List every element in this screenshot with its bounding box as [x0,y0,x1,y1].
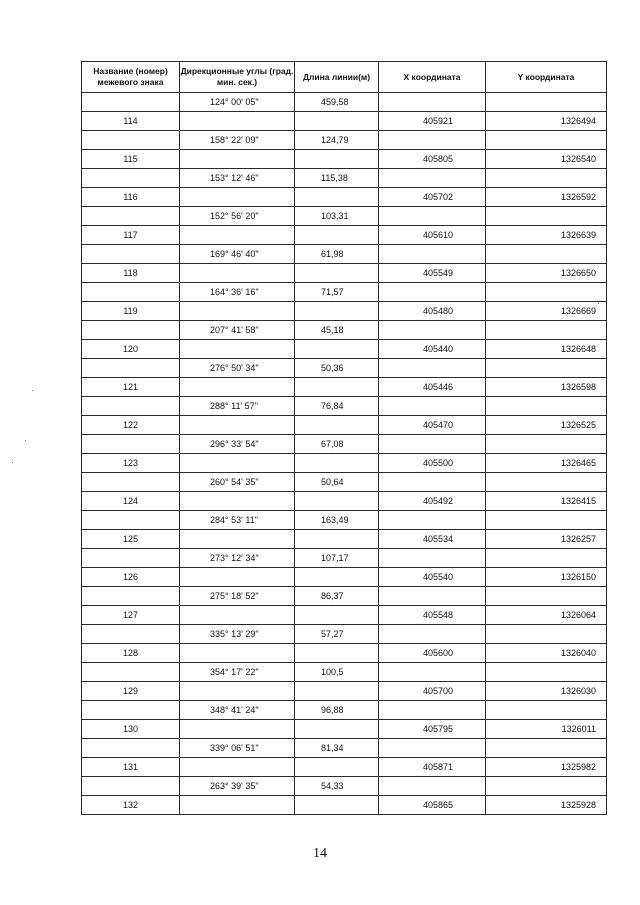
line-length-cell: 107,17 [295,549,379,568]
point-name-cell: 127 [82,606,180,625]
x-coordinate-cell: 405865 [379,796,486,815]
y-coordinate-cell: 1326639 [486,226,607,245]
empty-cell [295,112,379,131]
segment-row [82,283,607,302]
point-row [82,454,607,473]
line-length-cell: 57,27 [295,625,379,644]
y-coordinate-cell: 1326465 [486,454,607,473]
empty-cell [180,720,295,739]
empty-cell [180,492,295,511]
point-row [82,150,607,169]
empty-cell [486,511,607,530]
segment-row [82,739,607,758]
empty-cell [379,587,486,606]
header-line-length: Длина линии(м) [295,62,379,93]
empty-cell [486,625,607,644]
segment-row [82,777,607,796]
segment-row [82,549,607,568]
empty-cell [82,739,180,758]
x-coordinate-cell: 405805 [379,150,486,169]
y-coordinate-cell: 1326257 [486,530,607,549]
empty-cell [82,511,180,530]
empty-cell [180,302,295,321]
point-row [82,264,607,283]
empty-cell [295,416,379,435]
line-length-cell: 100,5 [295,663,379,682]
empty-cell [379,739,486,758]
y-coordinate-cell: 1326415 [486,492,607,511]
empty-cell [295,530,379,549]
empty-cell [295,606,379,625]
empty-cell [180,416,295,435]
segment-row [82,625,607,644]
point-row [82,302,607,321]
page-number: 14 [313,846,327,861]
empty-cell [295,378,379,397]
point-name-cell: 125 [82,530,180,549]
x-coordinate-cell: 405610 [379,226,486,245]
point-name-cell: 122 [82,416,180,435]
direction-angle-cell: 263° 39' 35" [180,777,295,796]
empty-cell [379,93,486,112]
direction-angle-cell: 152° 56' 20" [180,207,295,226]
empty-cell [180,226,295,245]
empty-cell [295,644,379,663]
point-row [82,112,607,131]
empty-cell [82,397,180,416]
empty-cell [82,777,180,796]
x-coordinate-cell: 405440 [379,340,486,359]
segment-row [82,93,607,112]
direction-angle-cell: 124° 00' 05" [180,93,295,112]
point-row [82,606,607,625]
direction-angle-cell: 275° 18' 52" [180,587,295,606]
empty-cell [379,283,486,302]
empty-cell [180,112,295,131]
table-header [82,62,607,93]
direction-angle-cell: 348° 41' 24" [180,701,295,720]
point-name-cell: 117 [82,226,180,245]
empty-cell [180,454,295,473]
empty-cell [379,169,486,188]
empty-cell [82,131,180,150]
empty-cell [295,568,379,587]
empty-cell [82,701,180,720]
point-name-cell: 126 [82,568,180,587]
y-coordinate-cell: 1326011 [486,720,607,739]
line-length-cell: 459,58 [295,93,379,112]
empty-cell [486,397,607,416]
empty-cell [180,188,295,207]
empty-cell [180,758,295,777]
empty-cell [82,359,180,378]
direction-angle-cell: 296° 33' 54" [180,435,295,454]
empty-cell [82,549,180,568]
direction-angle-cell: 153° 12' 46" [180,169,295,188]
segment-row [82,397,607,416]
empty-cell [486,587,607,606]
x-coordinate-cell: 405795 [379,720,486,739]
direction-angle-cell: 207° 41' 58" [180,321,295,340]
boundary-coordinates-table [81,61,607,815]
empty-cell [379,397,486,416]
empty-cell [295,492,379,511]
point-row [82,644,607,663]
empty-cell [379,777,486,796]
direction-angle-cell: 288° 11' 57" [180,397,295,416]
empty-cell [379,549,486,568]
point-name-cell: 116 [82,188,180,207]
y-coordinate-cell: 1326150 [486,568,607,587]
point-name-cell: 130 [82,720,180,739]
point-name-cell: 121 [82,378,180,397]
empty-cell [379,245,486,264]
empty-cell [180,568,295,587]
empty-cell [486,321,607,340]
empty-cell [486,435,607,454]
empty-cell [486,739,607,758]
direction-angle-cell: 169° 46' 40" [180,245,295,264]
y-coordinate-cell: 1326648 [486,340,607,359]
header-y-coordinate: Y координата [486,62,607,93]
point-row [82,492,607,511]
empty-cell [379,131,486,150]
scan-speck [25,440,26,441]
empty-cell [486,359,607,378]
direction-angle-cell: 354° 17' 22" [180,663,295,682]
empty-cell [82,245,180,264]
empty-cell [295,188,379,207]
x-coordinate-cell: 405548 [379,606,486,625]
empty-cell [486,207,607,226]
empty-cell [82,473,180,492]
point-row [82,378,607,397]
x-coordinate-cell: 405871 [379,758,486,777]
point-row [82,530,607,549]
empty-cell [180,682,295,701]
y-coordinate-cell: 1326064 [486,606,607,625]
point-row [82,682,607,701]
empty-cell [180,150,295,169]
empty-cell [295,226,379,245]
point-row [82,758,607,777]
header-point-name: Название (номер) межевого знака [82,62,180,93]
point-row [82,568,607,587]
segment-row [82,435,607,454]
empty-cell [180,606,295,625]
table-body [82,93,607,815]
empty-cell [295,150,379,169]
empty-cell [486,283,607,302]
point-row [82,720,607,739]
empty-cell [379,321,486,340]
empty-cell [379,207,486,226]
y-coordinate-cell: 1326030 [486,682,607,701]
empty-cell [295,302,379,321]
segment-row [82,663,607,682]
empty-cell [486,169,607,188]
empty-cell [295,454,379,473]
x-coordinate-cell: 405600 [379,644,486,663]
scan-speck [32,390,33,391]
y-coordinate-cell: 1326598 [486,378,607,397]
segment-row [82,359,607,378]
empty-cell [295,340,379,359]
line-length-cell: 50,36 [295,359,379,378]
empty-cell [295,682,379,701]
y-coordinate-cell: 1326525 [486,416,607,435]
point-row [82,796,607,815]
direction-angle-cell: 335° 13' 29" [180,625,295,644]
y-coordinate-cell: 1325982 [486,758,607,777]
empty-cell [82,587,180,606]
direction-angle-cell: 273° 12' 34" [180,549,295,568]
line-length-cell: 124,79 [295,131,379,150]
line-length-cell: 50,64 [295,473,379,492]
point-name-cell: 132 [82,796,180,815]
line-length-cell: 115,38 [295,169,379,188]
line-length-cell: 103,31 [295,207,379,226]
x-coordinate-cell: 405700 [379,682,486,701]
x-coordinate-cell: 405492 [379,492,486,511]
empty-cell [295,720,379,739]
point-name-cell: 129 [82,682,180,701]
line-length-cell: 71,57 [295,283,379,302]
line-length-cell: 67,08 [295,435,379,454]
point-row [82,416,607,435]
scan-speck [598,303,599,304]
point-name-cell: 131 [82,758,180,777]
x-coordinate-cell: 405534 [379,530,486,549]
point-name-cell: 123 [82,454,180,473]
y-coordinate-cell: 1326540 [486,150,607,169]
empty-cell [82,321,180,340]
direction-angle-cell: 164° 36' 16" [180,283,295,302]
empty-cell [82,435,180,454]
empty-cell [379,473,486,492]
direction-angle-cell: 284° 53' 11" [180,511,295,530]
point-name-cell: 120 [82,340,180,359]
empty-cell [82,625,180,644]
empty-cell [180,644,295,663]
empty-cell [486,777,607,796]
empty-cell [379,435,486,454]
x-coordinate-cell: 405470 [379,416,486,435]
segment-row [82,245,607,264]
empty-cell [82,663,180,682]
line-length-cell: 96,88 [295,701,379,720]
segment-row [82,701,607,720]
line-length-cell: 163,49 [295,511,379,530]
empty-cell [295,758,379,777]
direction-angle-cell: 276° 50' 34" [180,359,295,378]
y-coordinate-cell: 1326494 [486,112,607,131]
y-coordinate-cell: 1326592 [486,188,607,207]
segment-row [82,587,607,606]
line-length-cell: 76,84 [295,397,379,416]
empty-cell [180,340,295,359]
direction-angle-cell: 260° 54' 35" [180,473,295,492]
direction-angle-cell: 339° 06' 51" [180,739,295,758]
point-row [82,226,607,245]
segment-row [82,321,607,340]
point-row [82,188,607,207]
y-coordinate-cell: 1326669 [486,302,607,321]
header-direction-angle: Дирекционные углы (град. мин. сек.) [180,62,295,93]
empty-cell [379,701,486,720]
empty-cell [82,169,180,188]
y-coordinate-cell: 1326040 [486,644,607,663]
x-coordinate-cell: 405921 [379,112,486,131]
scan-speck [12,462,13,463]
empty-cell [295,796,379,815]
x-coordinate-cell: 405702 [379,188,486,207]
point-row [82,340,607,359]
segment-row [82,473,607,492]
empty-cell [295,264,379,283]
point-name-cell: 114 [82,112,180,131]
empty-cell [486,663,607,682]
empty-cell [82,207,180,226]
empty-cell [486,473,607,492]
empty-cell [180,264,295,283]
point-name-cell: 119 [82,302,180,321]
empty-cell [486,93,607,112]
x-coordinate-cell: 405480 [379,302,486,321]
empty-cell [180,796,295,815]
line-length-cell: 61,98 [295,245,379,264]
segment-row [82,511,607,530]
empty-cell [379,625,486,644]
direction-angle-cell: 158° 22' 09" [180,131,295,150]
empty-cell [82,93,180,112]
point-name-cell: 118 [82,264,180,283]
segment-row [82,131,607,150]
empty-cell [379,359,486,378]
empty-cell [486,549,607,568]
empty-cell [486,701,607,720]
empty-cell [180,378,295,397]
empty-cell [82,283,180,302]
point-name-cell: 124 [82,492,180,511]
empty-cell [486,245,607,264]
y-coordinate-cell: 1325928 [486,796,607,815]
empty-cell [486,131,607,150]
line-length-cell: 86,37 [295,587,379,606]
header-x-coordinate: X координата [379,62,486,93]
line-length-cell: 81,34 [295,739,379,758]
y-coordinate-cell: 1326650 [486,264,607,283]
x-coordinate-cell: 405549 [379,264,486,283]
point-name-cell: 115 [82,150,180,169]
point-name-cell: 128 [82,644,180,663]
x-coordinate-cell: 405446 [379,378,486,397]
segment-row [82,207,607,226]
line-length-cell: 54,33 [295,777,379,796]
x-coordinate-cell: 405500 [379,454,486,473]
empty-cell [180,530,295,549]
empty-cell [379,663,486,682]
x-coordinate-cell: 405540 [379,568,486,587]
empty-cell [379,511,486,530]
line-length-cell: 45,18 [295,321,379,340]
header-row [82,62,607,93]
segment-row [82,169,607,188]
